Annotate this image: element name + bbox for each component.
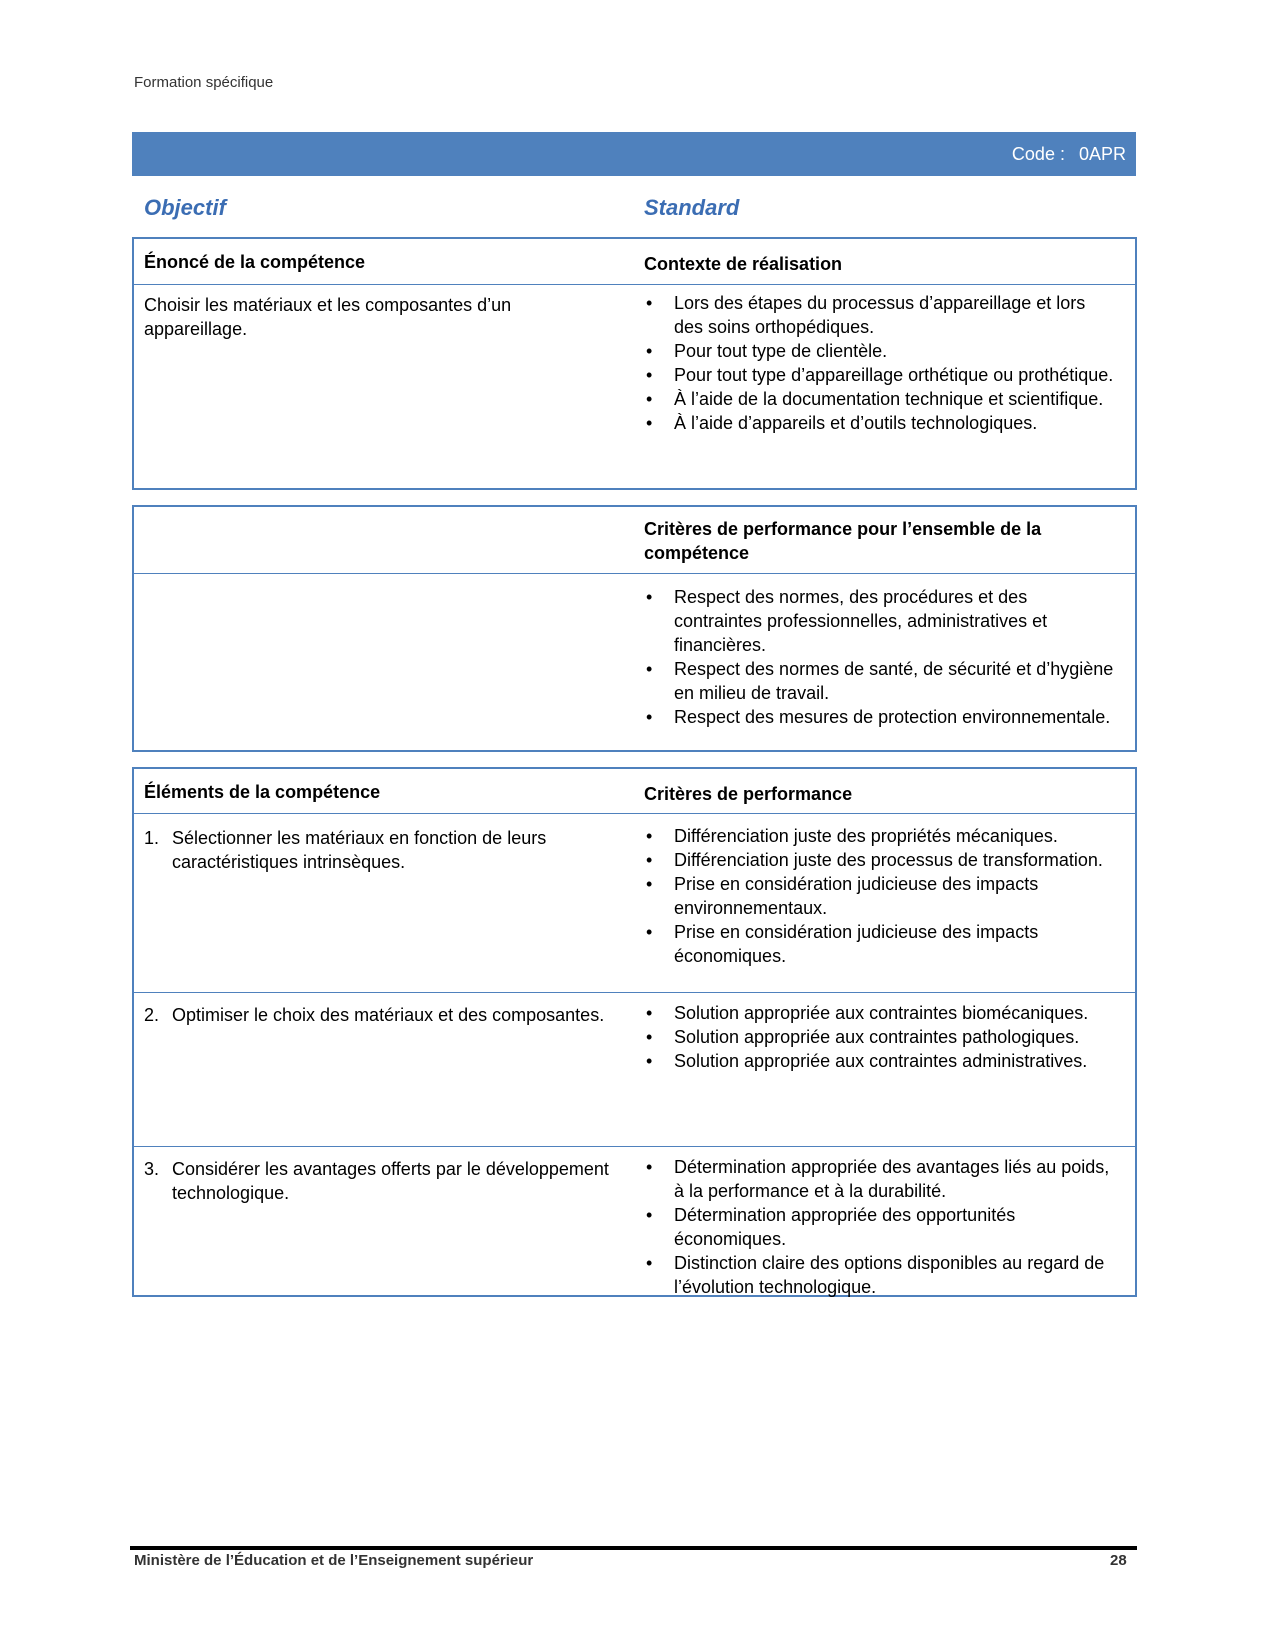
overall-criterion: • Respect des normes de santé, de sécurité et d’hygiène en milieu de travail. bbox=[646, 659, 1114, 703]
criterion-item: • Prise en considération judicieuse des impacts environnementaux. bbox=[646, 874, 1039, 918]
bullet-icon: • bbox=[646, 413, 653, 433]
context-item: • Pour tout type de clientèle. bbox=[646, 341, 888, 361]
criterion-item: • Solution appropriée aux contraintes pathologiques. bbox=[646, 1027, 1080, 1047]
overall-performance-title: Critères de performance pour l’ensemble de la compétence bbox=[644, 519, 1042, 563]
criteria-list bbox=[644, 1001, 1114, 1073]
criterion-item: • Détermination appropriée des opportunités économiques. bbox=[646, 1205, 1016, 1249]
context-title: Contexte de réalisation bbox=[644, 254, 843, 274]
context-item: • Pour tout type d’appareillage orthétique ou prothétique. bbox=[646, 365, 1114, 385]
criterion-item: • Différenciation juste des propriétés mécaniques. bbox=[646, 826, 1058, 846]
elements-title: Éléments de la compétence bbox=[144, 782, 381, 802]
elements-table bbox=[132, 767, 1137, 1297]
element-number: 3. bbox=[144, 1159, 160, 1179]
bullet-icon: • bbox=[646, 659, 653, 679]
elements-header bbox=[134, 769, 1135, 813]
criterion-item: • Différenciation juste des processus de transformation. bbox=[646, 850, 1103, 870]
element-row bbox=[134, 992, 1135, 1146]
bullet-icon: • bbox=[646, 293, 653, 313]
criteria-title: Critères de performance bbox=[644, 784, 853, 804]
competence-statement-title: Énoncé de la compétence bbox=[144, 252, 366, 272]
bullet-icon: • bbox=[646, 1051, 653, 1071]
criterion-item: • Solution appropriée aux contraintes administratives. bbox=[646, 1051, 1088, 1071]
element-number: 2. bbox=[144, 1005, 160, 1025]
running-header: Formation spécifique bbox=[134, 74, 274, 91]
competence-statement-header bbox=[134, 239, 1135, 285]
context-item: • Lors des étapes du processus d’appareillage et lors des soins orthopédiques. bbox=[646, 293, 1086, 337]
overall-performance-table bbox=[132, 505, 1137, 752]
competence-statement-text: Choisir les matériaux et les composantes d’un appareillage. bbox=[144, 295, 512, 339]
code-value: 0APR bbox=[1078, 143, 1126, 164]
element-text: 2. Optimiser le choix des matériaux et des composantes. bbox=[144, 1005, 605, 1025]
overall-performance-header bbox=[134, 507, 1135, 574]
code-bar bbox=[132, 132, 1136, 176]
criteria-list bbox=[644, 824, 1114, 968]
criterion-item: • Prise en considération judicieuse des impacts économiques. bbox=[646, 922, 1039, 966]
context-item: • À l’aide de la documentation technique et scientifique. bbox=[646, 389, 1104, 409]
objectif-heading: Objectif bbox=[144, 195, 226, 220]
bullet-icon: • bbox=[646, 874, 653, 894]
element-row bbox=[134, 1146, 1135, 1297]
bullet-icon: • bbox=[646, 587, 653, 607]
bullet-icon: • bbox=[646, 341, 653, 361]
element-row bbox=[134, 813, 1135, 992]
bullet-icon: • bbox=[646, 1157, 653, 1177]
bullet-icon: • bbox=[646, 1205, 653, 1225]
criteria-list bbox=[644, 1155, 1114, 1299]
criterion-item: • Distinction claire des options disponibles au regard de l’évolution technologique. bbox=[646, 1253, 1105, 1297]
standard-heading: Standard bbox=[644, 195, 740, 220]
code-label: Code : bbox=[1011, 143, 1065, 164]
bullet-icon: • bbox=[646, 365, 653, 385]
bullet-icon: • bbox=[646, 826, 653, 846]
element-text: 3. Considérer les avantages offerts par le développement technologique. bbox=[144, 1159, 609, 1203]
footer-ministry: Ministère de l’Éducation et de l’Enseignement supérieur bbox=[134, 1552, 534, 1569]
bullet-icon: • bbox=[646, 707, 653, 727]
element-number: 1. bbox=[144, 828, 160, 848]
bullet-icon: • bbox=[646, 850, 653, 870]
criterion-item: • Solution appropriée aux contraintes biomécaniques. bbox=[646, 1003, 1089, 1023]
overall-criterion: • Respect des mesures de protection environnementale. bbox=[646, 707, 1111, 727]
context-item: • À l’aide d’appareils et d’outils technologiques. bbox=[646, 413, 1038, 433]
footer-rule bbox=[130, 1546, 1137, 1550]
overall-criterion: • Respect des normes, des procédures et des contraintes professionnelles, administratives et financières. bbox=[646, 587, 1048, 655]
context-list bbox=[644, 291, 1114, 435]
competence-statement-table bbox=[132, 237, 1137, 490]
bullet-icon: • bbox=[646, 1253, 653, 1273]
bullet-icon: • bbox=[646, 922, 653, 942]
element-text: 1. Sélectionner les matériaux en fonction de leurs caractéristiques intrinsèques. bbox=[144, 828, 547, 872]
overall-performance-list bbox=[644, 585, 1114, 729]
criterion-item: • Détermination appropriée des avantages liés au poids, à la performance et à la durabilité. bbox=[646, 1157, 1110, 1201]
bullet-icon: • bbox=[646, 1027, 653, 1047]
page-number: 28 bbox=[1110, 1552, 1127, 1569]
bullet-icon: • bbox=[646, 389, 653, 409]
bullet-icon: • bbox=[646, 1003, 653, 1023]
